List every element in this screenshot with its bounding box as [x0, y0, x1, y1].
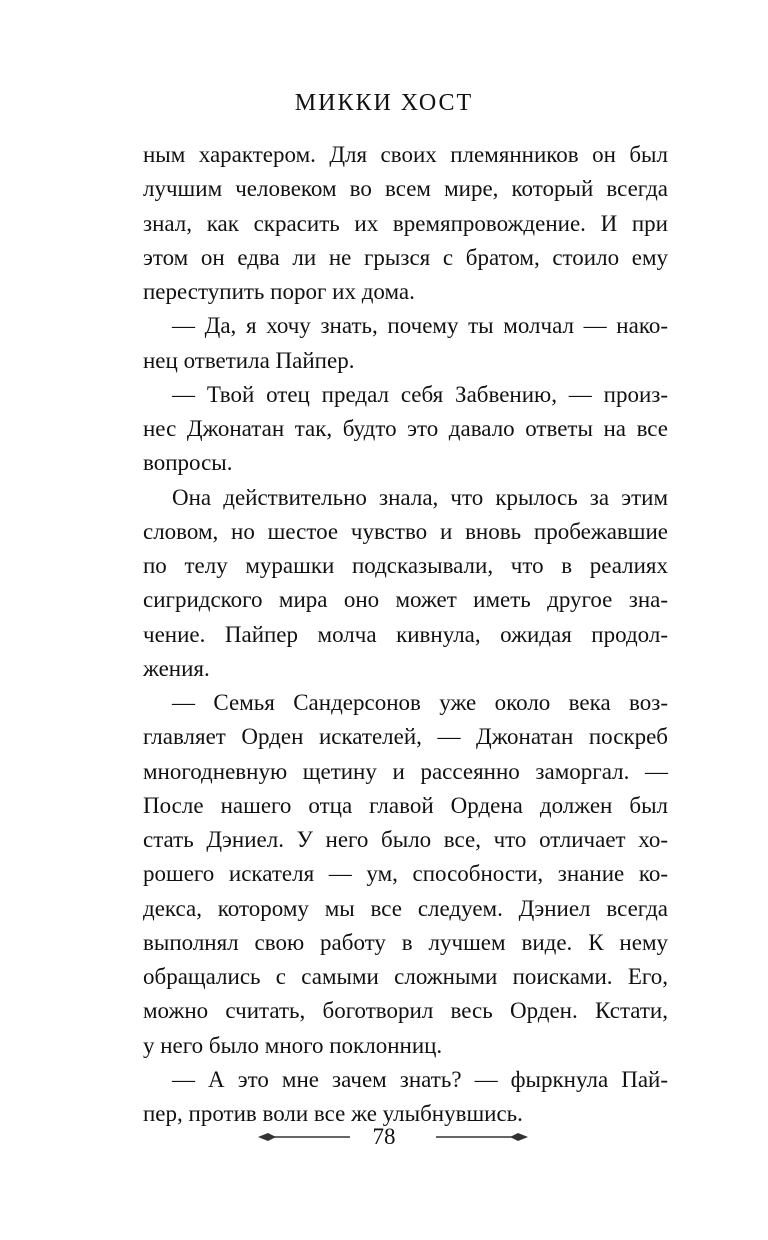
text-line: лучшим человеком во всем мире, который всегда	[143, 176, 668, 202]
text-line: декса, которому мы все следуем. Дэниел всегда	[143, 895, 668, 921]
text-line: После нашего отца главой Ордена должен был	[143, 792, 668, 818]
text-line: ным характером. Для своих племянников он был	[143, 142, 668, 167]
right-ornament-icon	[436, 1131, 528, 1143]
text-line: стать Дэниел. У него было все, что отличает хо-	[143, 827, 668, 852]
text-line: выполнял свою работу в лучшем виде. К нему	[143, 929, 668, 955]
text-line: рошего искателя — ум, способности, знание ко-	[143, 861, 668, 887]
text-line: — Твой отец предал себя Забвению, — произ-	[172, 381, 668, 407]
text-line: нес Джонатан так, будто это давало ответы на все	[143, 416, 668, 441]
body-text	[143, 138, 668, 1131]
text-line: вопросы.	[143, 450, 233, 476]
text-line: пер, против воли все же улыбнувшись.	[143, 1101, 523, 1126]
text-line: словом, но шестое чувство и вновь пробежавшие	[143, 518, 668, 544]
page-footer	[0, 1122, 768, 1162]
page-number: 78	[372, 1124, 396, 1149]
text-line: по телу мурашки подсказывали, что в реалиях	[143, 553, 668, 578]
text-line: — А это мне зачем знать? — фыркнула Пай-	[172, 1066, 668, 1092]
text-line: жения.	[143, 655, 210, 681]
text-line: знал, как скрасить их времяпровождение. И при	[143, 210, 668, 236]
text-line: — Да, я хочу знать, почему ты молчал — нако-	[172, 313, 668, 339]
text-line: обращались с самыми сложными поисками. Его,	[143, 964, 668, 989]
text-line: многодневную щетину и рассеянно заморгал. —	[143, 758, 668, 784]
text-line: нец ответила Пайпер.	[143, 347, 355, 373]
text-line: чение. Пайпер молча кивнула, ожидая продол-	[143, 621, 668, 647]
running-title: МИККИ ХОСТ	[294, 90, 474, 116]
text-line: сигридского мира оно может иметь другое зна-	[143, 587, 668, 613]
text-line: этом он едва ли не грызся с братом, стоило ему	[143, 244, 668, 270]
text-line: главляет Орден искателей, — Джонатан поскреб	[143, 724, 668, 750]
text-line: — Семья Сандерсонов уже около века воз-	[172, 690, 668, 715]
text-line: Она действительно знала, что крылось за этим	[172, 484, 668, 510]
text-line: переступить порог их дома.	[143, 279, 415, 304]
text-line: можно считать, боготворил весь Орден. Кстати,	[143, 998, 668, 1024]
text-line: у него было много поклонниц.	[143, 1032, 443, 1058]
